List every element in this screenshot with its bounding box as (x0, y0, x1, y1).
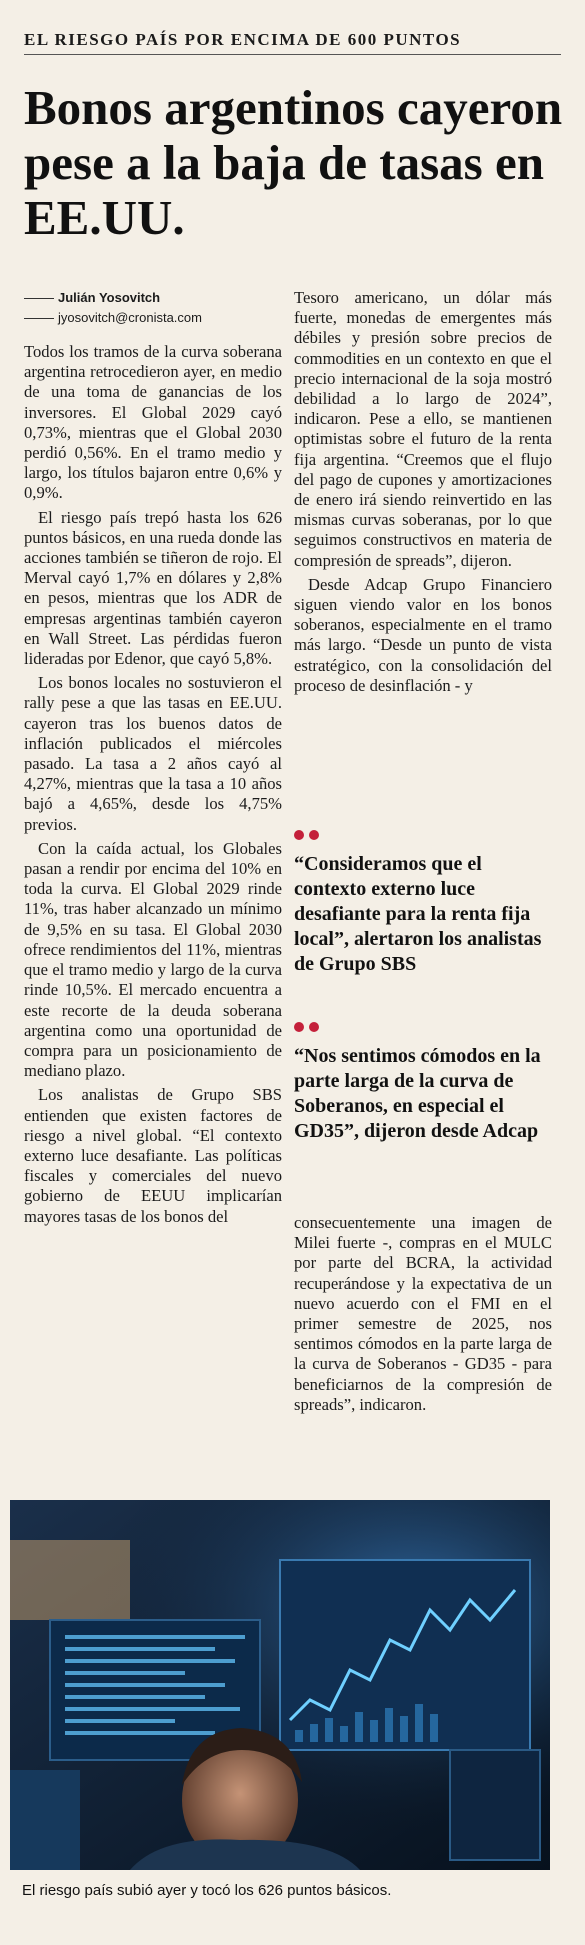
red-dot-icon (309, 830, 319, 840)
pull-quote-text: “Consideramos que el contexto externo luce desafiante para la renta fija local”, alertaron los analistas de Grupo SBS (294, 853, 542, 975)
quote-dots (294, 830, 552, 840)
byline (24, 288, 282, 328)
paragraph: Todos los tramos de la curva soberana argentina retrocedieron ayer, en medio de una toma de ganancias de los inversores. El Global 2029 cayó 0,73%, mientras que el Global 2030 perdió 0,56%. En el tramo medio y largo, los títulos bajaron entre 0,6% y 0,9%. (24, 342, 282, 503)
article-column-right-lower (294, 1213, 552, 1415)
kicker-divider (24, 54, 561, 55)
quote-dots (294, 1022, 552, 1032)
red-dot-icon (294, 1022, 304, 1032)
red-dot-icon (294, 830, 304, 840)
author-name: Julián Yosovitch (58, 290, 161, 305)
byline-dash (24, 318, 54, 319)
red-dot-icon (309, 1022, 319, 1032)
byline-dash (24, 298, 54, 299)
paragraph: El riesgo país trepó hasta los 626 puntos básicos, en una rueda donde las acciones también se tiñeron de rojo. El Merval cayó 1,7% en dólares y 2,8% en pesos, mientras que los ADR de empresas argentinas también cayeron en Wall Street. Las pérdidas fueron lideradas por Edenor, que cayó 5,8%. (24, 507, 282, 669)
trader-photo-illustration (10, 1500, 550, 1870)
pull-quote-text: “Nos sentimos cómodos en la parte larga de la curva de Soberanos, en especial el GD35”, dijeron desde Adcap (294, 1045, 541, 1142)
pull-quote-sbs (294, 830, 552, 977)
author-email[interactable]: jyosovitch@cronista.com (58, 310, 202, 325)
paragraph: Los bonos locales no sostuvieron el rally pese a que las tasas en EE.UU. cayeron tras los buenos datos de inflación publicados el miércoles pasado. La tasa a 2 años cayó al 4,27%, mientras que la tasa a 10 años bajó a 4,65%, desde los 4,75% previos. (24, 673, 282, 834)
photo-caption: El riesgo país subió ayer y tocó los 626 puntos básicos. (22, 1882, 392, 1899)
headline: Bonos argentinos cayeron pese a la baja de tasas en EE.UU. (24, 80, 563, 245)
paragraph: Los analistas de Grupo SBS entienden que existen factores de riesgo a nivel global. “El contexto externo luce desafiante. Las políticas fiscales y comerciales del nuevo gobierno de EEUU implicarían mayores tasas de los bonos del (24, 1085, 282, 1226)
trader-photo (10, 1500, 550, 1870)
kicker: EL RIESGO PAÍS POR ENCIMA DE 600 PUNTOS (24, 30, 462, 49)
pull-quote-adcap (294, 1022, 552, 1144)
paragraph: Desde Adcap Grupo Financiero siguen viendo valor en los bonos soberanos, especialmente en el tramo más largo. “Desde un punto de vista estratégico, con la consolidación del proceso de desinflación - y (294, 574, 552, 695)
article-column-right (294, 288, 552, 700)
article-column-left (24, 288, 282, 1231)
paragraph: consecuentemente una imagen de Milei fuerte -, compras en el MULC por parte del BCRA, la actividad recuperándose y la expectativa de un nuevo acuerdo con el FMI en el primer semestre de 2025, nos sentimos cómodos en la parte larga de la curva de Soberanos - GD35 - para beneficiarnos de la compresión de spreads”, indicaron. (294, 1213, 552, 1414)
paragraph: Tesoro americano, un dólar más fuerte, monedas de emergentes más débiles y presión sobre precios de commodities en un contexto en que el precio internacional de la soja mostró debilidad a lo largo de 2024”, indicaron. Pese a ello, se mantienen optimistas sobre el futuro de la renta fija argentina. “Creemos que el flujo del pago de cupones y amortizaciones de enero irá siendo reinvertido en las mismas curvas soberanas, por lo que seguimos constructivos en materia de compresión de spreads”, dijeron. (294, 288, 552, 570)
paragraph: Con la caída actual, los Globales pasan a rendir por encima del 10% en toda la curva. El Global 2029 rinde 11%, tras haber alcanzado un mínimo de 9,5% en su tasa. El Global 2030 ofrece rendimientos del 11%, mientras que el tramo medio y largo de la curva rinde 10,5%. El mercado encuentra a este recorte de la deuda soberana argentina como una oportunidad de compra para un posicionamiento de mediano plazo. (24, 838, 282, 1081)
